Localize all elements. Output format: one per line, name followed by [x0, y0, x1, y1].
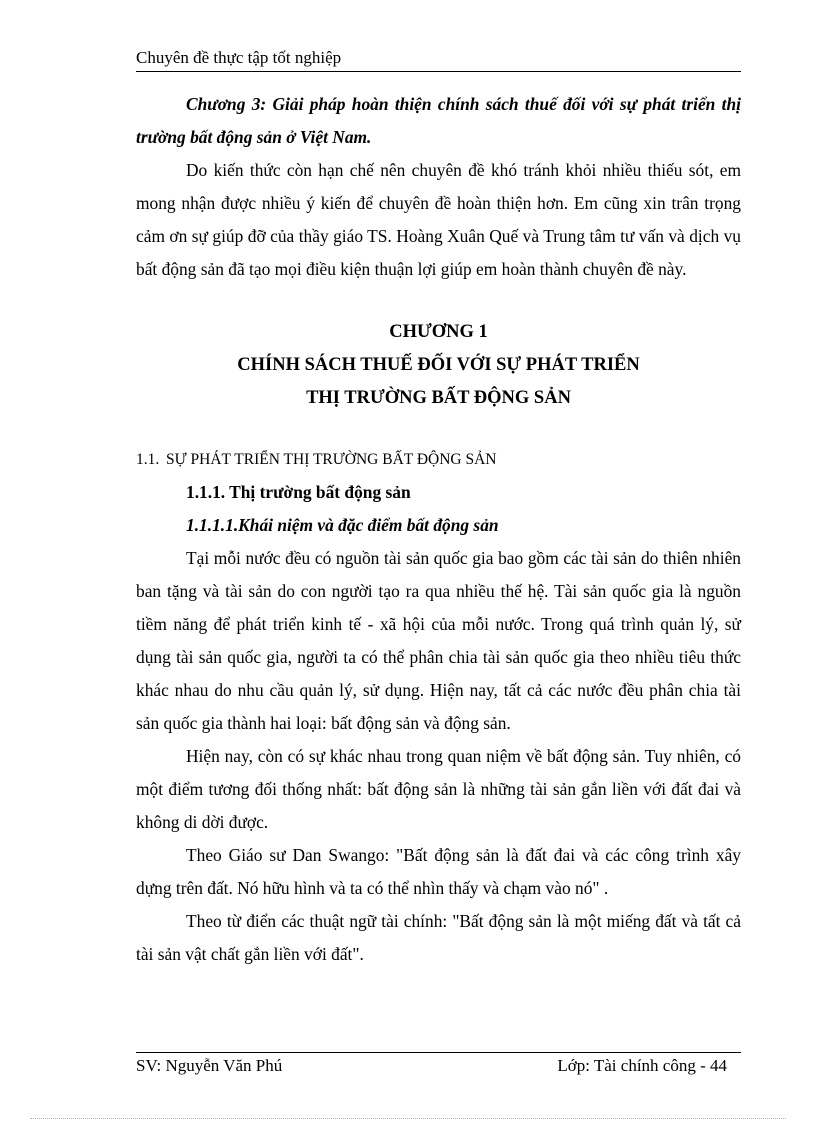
chapter-number: CHƯƠNG 1	[389, 322, 488, 342]
footer-rule	[136, 1052, 741, 1053]
subsubsection-heading-1-1-1-1: 1.1.1.1.Khái niệm và đặc điểm bất động sản	[186, 515, 499, 535]
chapter-title-line2: THỊ TRƯỜNG BẤT ĐỘNG SẢN	[306, 388, 571, 408]
section-number: 1.1.	[136, 451, 160, 468]
footer-class-page: Lớp: Tài chính công - 44	[557, 1056, 727, 1075]
section-heading-1-1	[136, 443, 741, 476]
section-title: SỰ PHÁT TRIỂN THỊ TRƯỜNG BẤT ĐỘNG SẢN	[166, 451, 497, 468]
body-paragraph-1: Tại mỗi nước đều có nguồn tài sản quốc gia bao gồm các tài sản do thiên nhiên ban tặng và tài sản do con người tạo ra qua nhiều thế hệ. Tài sản quốc gia là nguồn tiềm năng để phát triển kinh tế - xã hội của mỗi nước. Trong quá trình quản lý, sử dụng tài sản quốc gia, người ta có thể phân chia tài sản quốc gia theo nhiều tiêu thức khác nhau do nhu cầu quản lý, sử dụng. Hiện nay, tất cả các nước đều phân chia tài sản quốc gia thành hai loại: bất động sản và động sản.	[136, 548, 741, 733]
chapter-heading	[136, 316, 741, 415]
body-paragraph-3: Theo Giáo sư Dan Swango: "Bất động sản là đất đai và các công trình xây dựng trên đất. Nó hữu hình và ta có thể nhìn thấy và chạm vào nó" .	[136, 845, 741, 898]
page-bottom-border	[30, 1118, 786, 1119]
header-rule	[136, 71, 741, 72]
chapter3-summary: Chương 3: Giải pháp hoàn thiện chính sách thuế đối với sự phát triển thị trường bất động sản ở Việt Nam.	[136, 94, 741, 147]
chapter-title-line1: CHÍNH SÁCH THUẾ ĐỐI VỚI SỰ PHÁT TRIỂN	[237, 355, 640, 375]
page-content	[136, 88, 741, 971]
acknowledgement-paragraph: Do kiến thức còn hạn chế nên chuyên đề khó tránh khỏi nhiều thiếu sót, em mong nhận được nhiều ý kiến để chuyên đề hoàn thiện hơn. Em cũng xin trân trọng cảm ơn sự giúp đỡ của thầy giáo TS. Hoàng Xuân Quế và Trung tâm tư vấn và dịch vụ bất động sản đã tạo mọi điều kiện thuận lợi giúp em hoàn thành chuyên đề này.	[136, 160, 741, 279]
subsection-heading-1-1-1: 1.1.1. Thị trường bất động sản	[186, 482, 411, 502]
body-paragraph-4: Theo từ điển các thuật ngữ tài chính: "Bất động sản là một miếng đất và tất cả tài sản vật chất gắn liền với đất".	[136, 911, 741, 964]
running-header: Chuyên đề thực tập tốt nghiệp	[136, 48, 342, 67]
footer-student-name: SV: Nguyễn Văn Phú	[136, 1056, 283, 1075]
body-paragraph-2: Hiện nay, còn có sự khác nhau trong quan niệm về bất động sản. Tuy nhiên, có một điểm tương đối thống nhất: bất động sản là những tài sản gắn liền với đất đai và không di dời được.	[136, 746, 741, 832]
